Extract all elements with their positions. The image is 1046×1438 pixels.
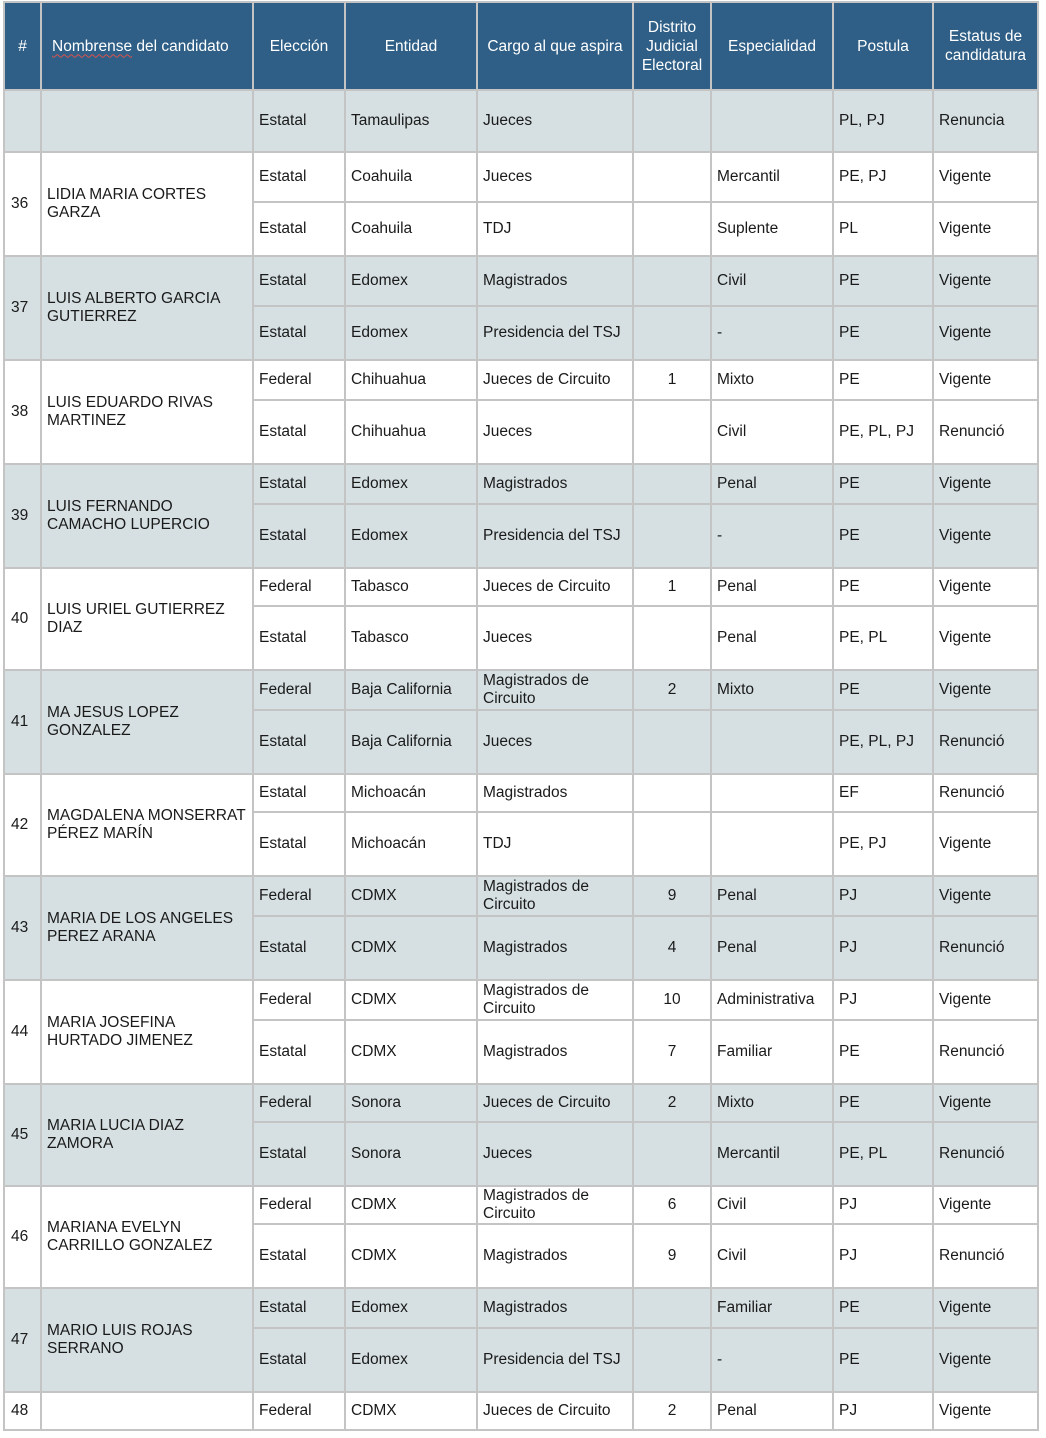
cell-distrito <box>633 202 711 256</box>
cell-cargo: Magistrados <box>477 1288 633 1328</box>
cell-postula: PL, PJ <box>833 90 933 152</box>
cell-eleccion: Federal <box>253 1392 345 1430</box>
cell-distrito: 4 <box>633 916 711 980</box>
cell-especialidad: Civil <box>711 256 833 306</box>
cell-cargo: Jueces <box>477 400 633 464</box>
cell-estatus: Vigente <box>933 1288 1038 1328</box>
table-row <box>4 670 1038 710</box>
cell-cargo: Magistrados <box>477 464 633 504</box>
header-estatus: Estatus de candidatura <box>933 2 1038 90</box>
cell-number: 36 <box>4 152 41 256</box>
cell-estatus: Vigente <box>933 306 1038 360</box>
cell-especialidad: Mixto <box>711 1084 833 1122</box>
cell-eleccion: Federal <box>253 568 345 606</box>
table-row <box>4 1288 1038 1328</box>
cell-entidad: Coahuila <box>345 202 477 256</box>
cell-especialidad <box>711 812 833 876</box>
cell-eleccion: Federal <box>253 1084 345 1122</box>
table-row <box>4 1084 1038 1122</box>
cell-especialidad: Civil <box>711 1224 833 1288</box>
cell-entidad: CDMX <box>345 1020 477 1084</box>
cell-entidad: CDMX <box>345 1186 477 1224</box>
cell-eleccion: Estatal <box>253 202 345 256</box>
cell-entidad: CDMX <box>345 916 477 980</box>
cell-cargo: Jueces <box>477 710 633 774</box>
cell-especialidad: - <box>711 306 833 360</box>
cell-cargo: Jueces de Circuito <box>477 1084 633 1122</box>
table-row <box>4 90 1038 152</box>
cell-eleccion: Estatal <box>253 774 345 812</box>
cell-especialidad: Familiar <box>711 1288 833 1328</box>
cell-especialidad: Penal <box>711 606 833 670</box>
table-row <box>4 568 1038 606</box>
cell-postula: EF <box>833 774 933 812</box>
header-distrito: Distrito Judicial Electoral <box>633 2 711 90</box>
cell-number: 38 <box>4 360 41 464</box>
cell-distrito <box>633 256 711 306</box>
cell-estatus: Renunció <box>933 710 1038 774</box>
cell-estatus: Vigente <box>933 464 1038 504</box>
cell-distrito <box>633 152 711 202</box>
cell-distrito <box>633 1328 711 1392</box>
cell-entidad: Michoacán <box>345 774 477 812</box>
cell-especialidad: Familiar <box>711 1020 833 1084</box>
cell-candidate-name <box>41 1392 253 1430</box>
cell-number: 40 <box>4 568 41 670</box>
cell-eleccion: Estatal <box>253 256 345 306</box>
cell-distrito <box>633 464 711 504</box>
cell-estatus: Vigente <box>933 1084 1038 1122</box>
header-postula: Postula <box>833 2 933 90</box>
cell-entidad: Edomex <box>345 504 477 568</box>
cell-cargo: Jueces <box>477 152 633 202</box>
cell-distrito: 2 <box>633 1392 711 1430</box>
cell-estatus: Vigente <box>933 606 1038 670</box>
cell-eleccion: Federal <box>253 980 345 1020</box>
cell-distrito <box>633 1288 711 1328</box>
cell-entidad: Michoacán <box>345 812 477 876</box>
table-row <box>4 876 1038 916</box>
cell-distrito <box>633 1122 711 1186</box>
cell-estatus: Vigente <box>933 568 1038 606</box>
header-eleccion: Elección <box>253 2 345 90</box>
cell-entidad: CDMX <box>345 980 477 1020</box>
cell-number: 41 <box>4 670 41 774</box>
cell-especialidad: Mercantil <box>711 1122 833 1186</box>
table-body <box>4 90 1038 1430</box>
cell-especialidad: Penal <box>711 568 833 606</box>
cell-distrito <box>633 306 711 360</box>
cell-estatus: Vigente <box>933 1328 1038 1392</box>
cell-eleccion: Estatal <box>253 504 345 568</box>
cell-eleccion: Federal <box>253 1186 345 1224</box>
cell-postula: PL <box>833 202 933 256</box>
cell-eleccion: Estatal <box>253 1122 345 1186</box>
cell-distrito <box>633 774 711 812</box>
cell-especialidad <box>711 774 833 812</box>
cell-eleccion: Estatal <box>253 710 345 774</box>
cell-estatus: Vigente <box>933 1186 1038 1224</box>
cell-cargo: Jueces de Circuito <box>477 568 633 606</box>
header-row <box>4 2 1038 90</box>
cell-postula: PE, PL <box>833 1122 933 1186</box>
cell-especialidad: - <box>711 504 833 568</box>
cell-candidate-name: MARIA JOSEFINA HURTADO JIMENEZ <box>41 980 253 1084</box>
cell-candidate-name: MARIA LUCIA DIAZ ZAMORA <box>41 1084 253 1186</box>
header-name-rest: del candidato <box>132 37 229 55</box>
cell-number: 44 <box>4 980 41 1084</box>
cell-eleccion: Estatal <box>253 464 345 504</box>
cell-candidate-name: LUIS FERNANDO CAMACHO LUPERCIO <box>41 464 253 568</box>
cell-entidad: Baja California <box>345 710 477 774</box>
spellcheck-word: Nombrense <box>52 37 133 55</box>
cell-postula: PE, PJ <box>833 152 933 202</box>
cell-entidad: CDMX <box>345 1224 477 1288</box>
cell-postula: PE <box>833 256 933 306</box>
cell-postula: PJ <box>833 916 933 980</box>
table-row <box>4 256 1038 306</box>
cell-entidad: Tabasco <box>345 606 477 670</box>
cell-entidad: Edomex <box>345 306 477 360</box>
cell-estatus: Renunció <box>933 1224 1038 1288</box>
cell-candidate-name: MARIANA EVELYN CARRILLO GONZALEZ <box>41 1186 253 1288</box>
cell-cargo: Jueces de Circuito <box>477 1392 633 1430</box>
cell-estatus: Vigente <box>933 980 1038 1020</box>
cell-distrito: 1 <box>633 360 711 400</box>
cell-distrito: 7 <box>633 1020 711 1084</box>
cell-especialidad: Mixto <box>711 360 833 400</box>
cell-eleccion: Estatal <box>253 306 345 360</box>
cell-candidate-name: LIDIA MARIA CORTES GARZA <box>41 152 253 256</box>
cell-cargo: Magistrados de Circuito <box>477 670 633 710</box>
cell-eleccion: Federal <box>253 360 345 400</box>
cell-candidate-name: MAGDALENA MONSERRAT PÉREZ MARÍN <box>41 774 253 876</box>
cell-especialidad: Mixto <box>711 670 833 710</box>
cell-estatus: Vigente <box>933 670 1038 710</box>
cell-cargo: Jueces <box>477 606 633 670</box>
cell-cargo: Presidencia del TSJ <box>477 504 633 568</box>
cell-especialidad: Administrativa <box>711 980 833 1020</box>
cell-entidad: Chihuahua <box>345 400 477 464</box>
cell-eleccion: Estatal <box>253 812 345 876</box>
cell-distrito: 2 <box>633 670 711 710</box>
cell-distrito <box>633 504 711 568</box>
cell-estatus: Renunció <box>933 1020 1038 1084</box>
cell-estatus: Renunció <box>933 1122 1038 1186</box>
cell-candidate-name <box>41 90 253 152</box>
cell-postula: PE, PL, PJ <box>833 400 933 464</box>
cell-estatus: Vigente <box>933 360 1038 400</box>
cell-especialidad: Penal <box>711 916 833 980</box>
cell-cargo: Magistrados <box>477 916 633 980</box>
cell-entidad: Edomex <box>345 1328 477 1392</box>
table-row <box>4 1392 1038 1430</box>
cell-candidate-name: LUIS ALBERTO GARCIA GUTIERREZ <box>41 256 253 360</box>
cell-cargo: Magistrados de Circuito <box>477 980 633 1020</box>
cell-especialidad: Suplente <box>711 202 833 256</box>
cell-candidate-name: LUIS EDUARDO RIVAS MARTINEZ <box>41 360 253 464</box>
cell-postula: PE, PL <box>833 606 933 670</box>
cell-cargo: Magistrados de Circuito <box>477 876 633 916</box>
cell-especialidad: Mercantil <box>711 152 833 202</box>
cell-eleccion: Estatal <box>253 1328 345 1392</box>
cell-eleccion: Estatal <box>253 1288 345 1328</box>
cell-postula: PE, PJ <box>833 812 933 876</box>
cell-candidate-name: MA JESUS LOPEZ GONZALEZ <box>41 670 253 774</box>
cell-eleccion: Estatal <box>253 1224 345 1288</box>
cell-number: 43 <box>4 876 41 980</box>
header-entidad: Entidad <box>345 2 477 90</box>
cell-postula: PE <box>833 464 933 504</box>
cell-entidad: Coahuila <box>345 152 477 202</box>
cell-postula: PJ <box>833 1186 933 1224</box>
table-row <box>4 464 1038 504</box>
cell-especialidad: Penal <box>711 464 833 504</box>
table-row <box>4 980 1038 1020</box>
header-name <box>41 2 253 90</box>
cell-estatus: Vigente <box>933 202 1038 256</box>
cell-postula: PJ <box>833 1224 933 1288</box>
cell-eleccion: Estatal <box>253 606 345 670</box>
cell-distrito: 9 <box>633 876 711 916</box>
cell-cargo: Magistrados de Circuito <box>477 1186 633 1224</box>
cell-distrito <box>633 812 711 876</box>
cell-estatus: Renuncia <box>933 90 1038 152</box>
cell-entidad: Tabasco <box>345 568 477 606</box>
cell-estatus: Vigente <box>933 812 1038 876</box>
cell-number: 45 <box>4 1084 41 1186</box>
cell-especialidad: Penal <box>711 1392 833 1430</box>
cell-estatus: Vigente <box>933 152 1038 202</box>
cell-estatus: Renunció <box>933 774 1038 812</box>
cell-distrito: 6 <box>633 1186 711 1224</box>
cell-postula: PJ <box>833 1392 933 1430</box>
cell-postula: PE <box>833 306 933 360</box>
cell-eleccion: Federal <box>253 670 345 710</box>
cell-candidate-name: MARIA DE LOS ANGELES PEREZ ARANA <box>41 876 253 980</box>
cell-cargo: Magistrados <box>477 1020 633 1084</box>
cell-number <box>4 90 41 152</box>
cell-estatus: Renunció <box>933 400 1038 464</box>
cell-postula: PE <box>833 1288 933 1328</box>
cell-postula: PE <box>833 568 933 606</box>
cell-especialidad: - <box>711 1328 833 1392</box>
cell-entidad: Sonora <box>345 1122 477 1186</box>
cell-number: 39 <box>4 464 41 568</box>
cell-cargo: Presidencia del TSJ <box>477 306 633 360</box>
cell-entidad: Tamaulipas <box>345 90 477 152</box>
table-row <box>4 360 1038 400</box>
cell-cargo: Magistrados <box>477 1224 633 1288</box>
cell-cargo: Jueces de Circuito <box>477 360 633 400</box>
header-cargo: Cargo al que aspira <box>477 2 633 90</box>
cell-cargo: TDJ <box>477 812 633 876</box>
cell-distrito: 2 <box>633 1084 711 1122</box>
cell-postula: PJ <box>833 876 933 916</box>
table-row <box>4 1186 1038 1224</box>
cell-entidad: Edomex <box>345 256 477 306</box>
cell-especialidad: Penal <box>711 876 833 916</box>
cell-number: 42 <box>4 774 41 876</box>
cell-postula: PE <box>833 1328 933 1392</box>
cell-eleccion: Estatal <box>253 916 345 980</box>
cell-entidad: Chihuahua <box>345 360 477 400</box>
cell-especialidad: Civil <box>711 400 833 464</box>
cell-eleccion: Estatal <box>253 1020 345 1084</box>
cell-entidad: CDMX <box>345 876 477 916</box>
cell-distrito <box>633 710 711 774</box>
candidates-table <box>3 1 1039 1431</box>
cell-especialidad <box>711 710 833 774</box>
cell-estatus: Renunció <box>933 916 1038 980</box>
cell-cargo: Magistrados <box>477 256 633 306</box>
header-especialidad: Especialidad <box>711 2 833 90</box>
cell-especialidad: Civil <box>711 1186 833 1224</box>
cell-estatus: Vigente <box>933 876 1038 916</box>
cell-postula: PE <box>833 360 933 400</box>
table-row <box>4 152 1038 202</box>
cell-number: 48 <box>4 1392 41 1430</box>
cell-postula: PJ <box>833 980 933 1020</box>
cell-estatus: Vigente <box>933 1392 1038 1430</box>
header-num: # <box>4 2 41 90</box>
cell-eleccion: Federal <box>253 876 345 916</box>
cell-distrito: 10 <box>633 980 711 1020</box>
cell-number: 46 <box>4 1186 41 1288</box>
cell-candidate-name: LUIS URIEL GUTIERREZ DIAZ <box>41 568 253 670</box>
cell-entidad: CDMX <box>345 1392 477 1430</box>
cell-cargo: Jueces <box>477 90 633 152</box>
cell-estatus: Vigente <box>933 256 1038 306</box>
cell-cargo: Jueces <box>477 1122 633 1186</box>
cell-distrito: 1 <box>633 568 711 606</box>
cell-number: 37 <box>4 256 41 360</box>
cell-cargo: TDJ <box>477 202 633 256</box>
cell-entidad: Edomex <box>345 464 477 504</box>
cell-postula: PE <box>833 1084 933 1122</box>
cell-cargo: Magistrados <box>477 774 633 812</box>
cell-cargo: Presidencia del TSJ <box>477 1328 633 1392</box>
cell-entidad: Edomex <box>345 1288 477 1328</box>
cell-postula: PE <box>833 670 933 710</box>
cell-distrito <box>633 90 711 152</box>
cell-postula: PE <box>833 1020 933 1084</box>
cell-candidate-name: MARIO LUIS ROJAS SERRANO <box>41 1288 253 1392</box>
cell-number: 47 <box>4 1288 41 1392</box>
cell-eleccion: Estatal <box>253 90 345 152</box>
cell-entidad: Baja California <box>345 670 477 710</box>
table-row <box>4 774 1038 812</box>
cell-eleccion: Estatal <box>253 400 345 464</box>
cell-distrito <box>633 400 711 464</box>
cell-estatus: Vigente <box>933 504 1038 568</box>
cell-distrito: 9 <box>633 1224 711 1288</box>
cell-postula: PE, PL, PJ <box>833 710 933 774</box>
cell-distrito <box>633 606 711 670</box>
cell-postula: PE <box>833 504 933 568</box>
cell-eleccion: Estatal <box>253 152 345 202</box>
cell-entidad: Sonora <box>345 1084 477 1122</box>
cell-especialidad <box>711 90 833 152</box>
